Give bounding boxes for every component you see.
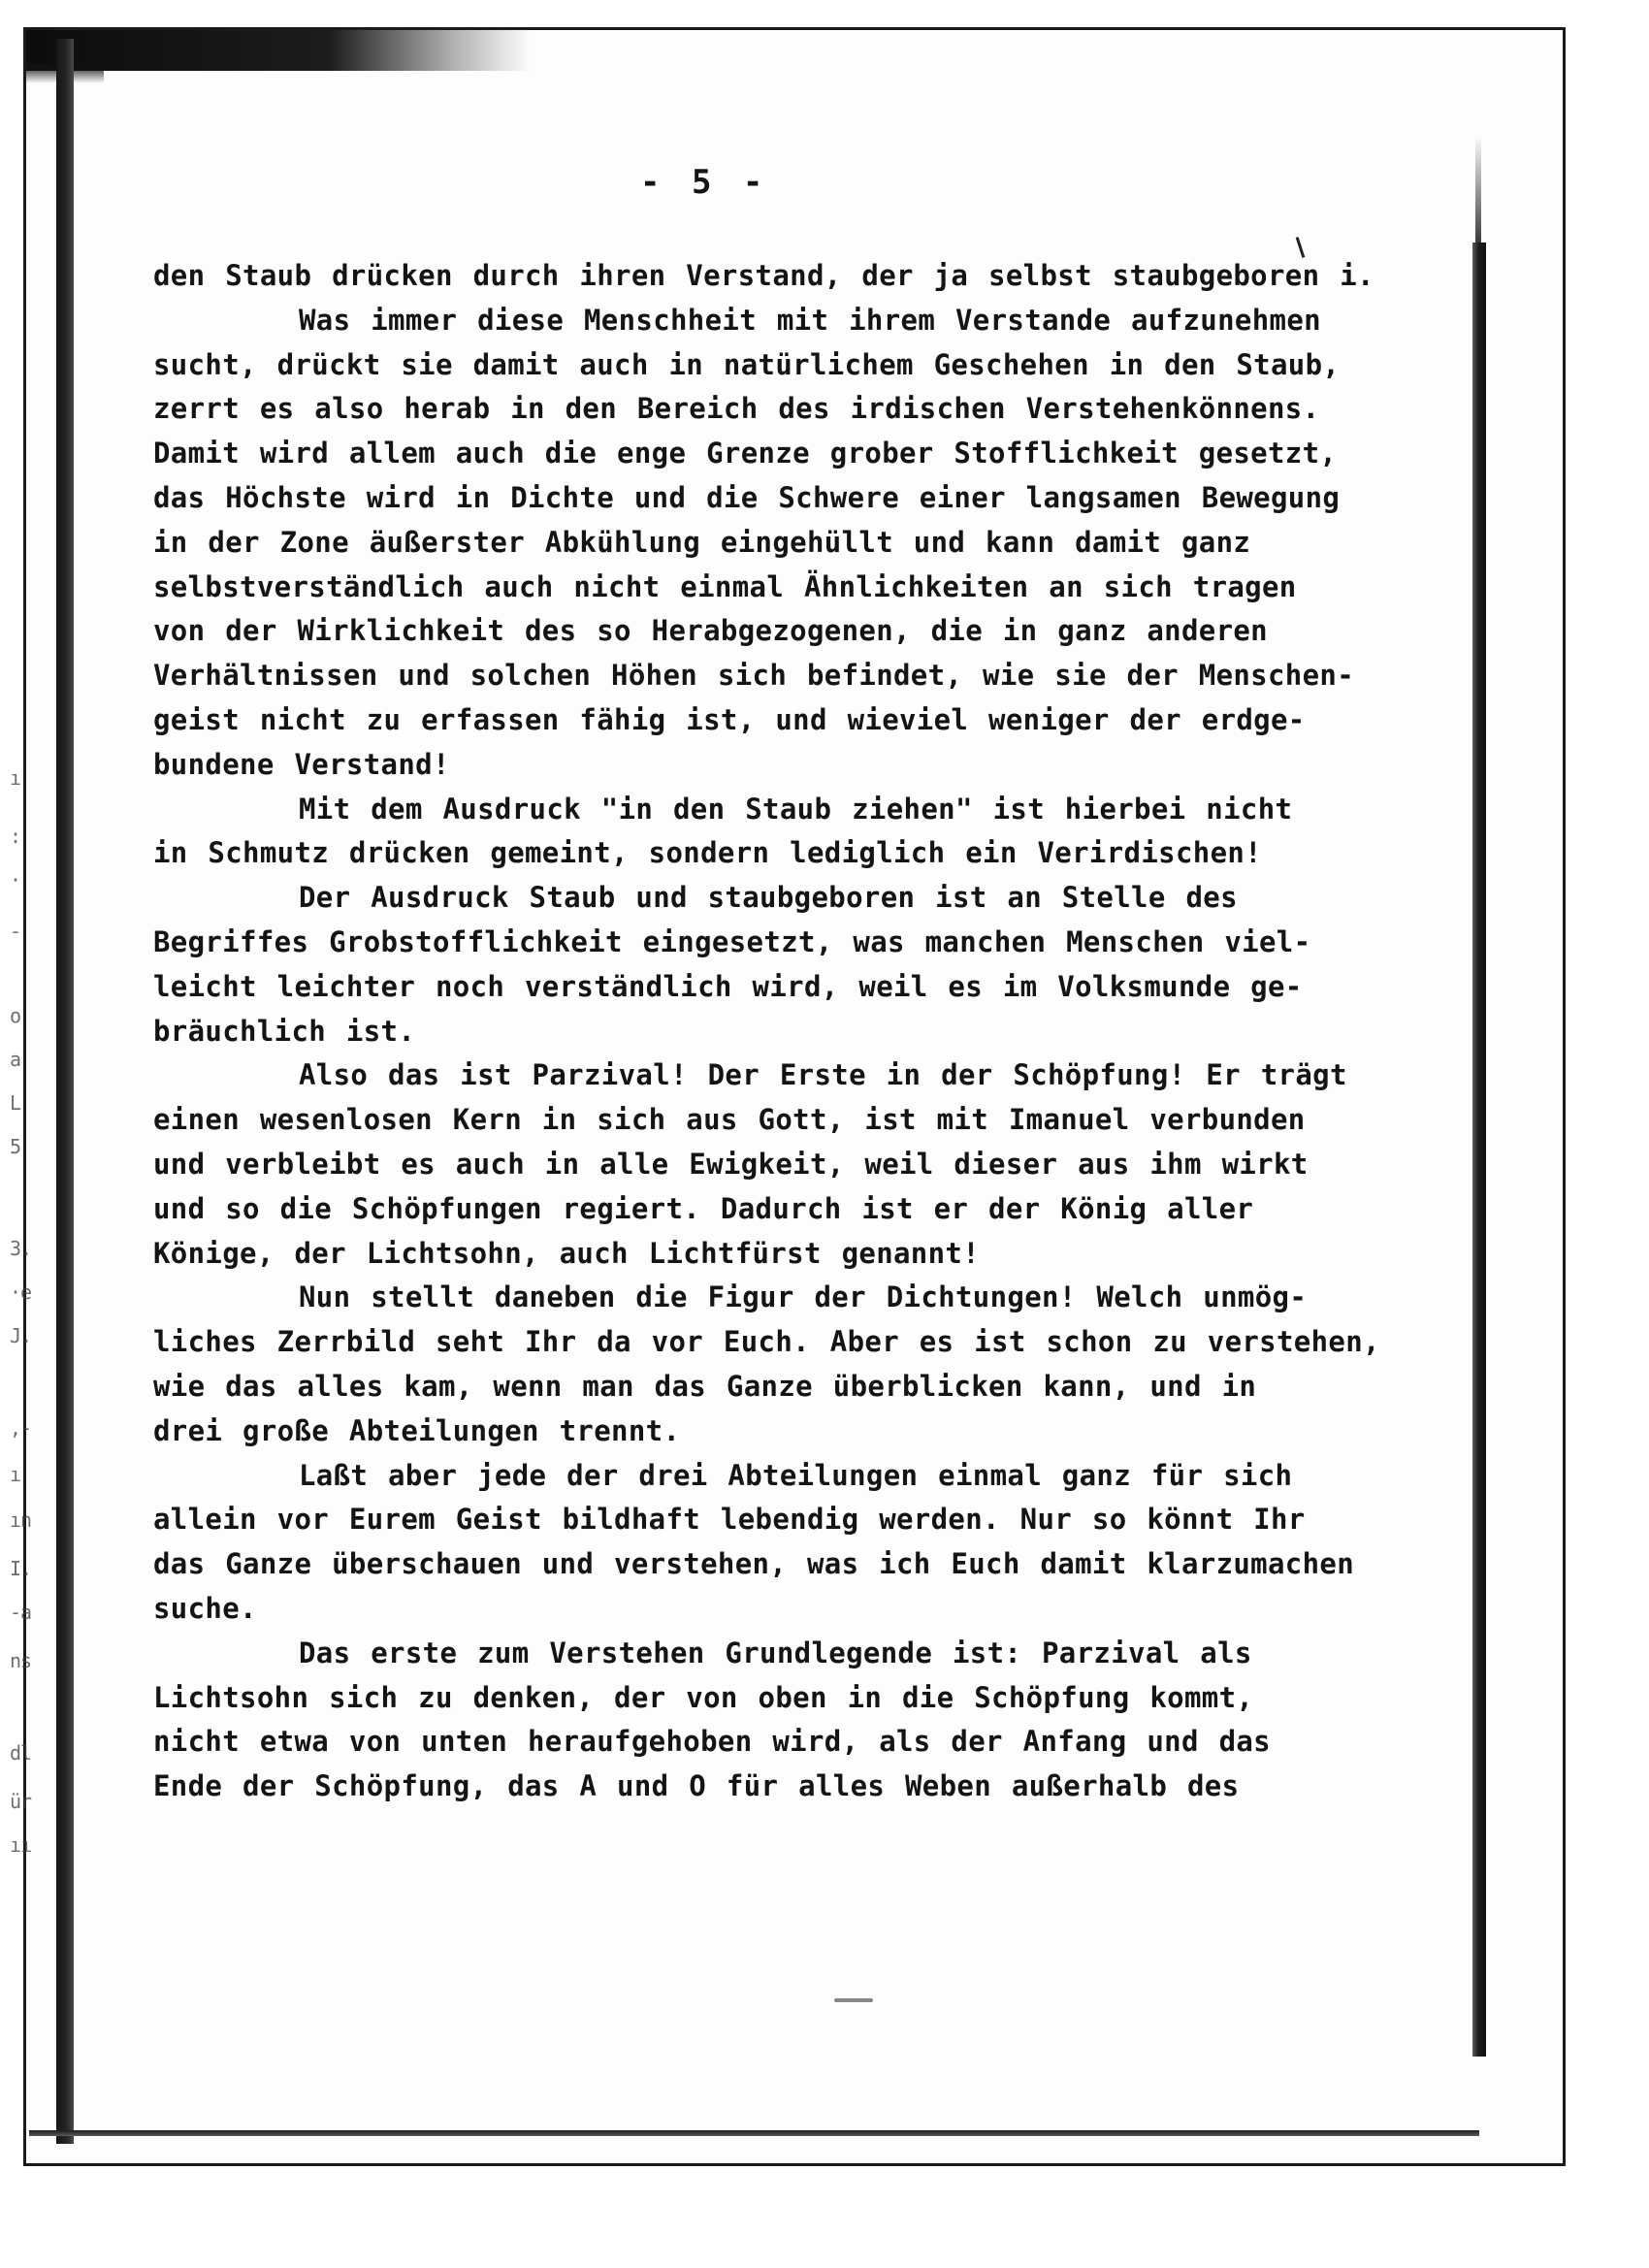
margin-fragment: ,- — [10, 1416, 32, 1440]
margin-fragment: - — [10, 920, 21, 943]
text-line: das Höchste wird in Dichte und die Schwere einer langsamen Bewegung — [153, 480, 1341, 514]
margin-fragment: J. — [10, 1324, 32, 1347]
text-line: und verbleibt es auch in alle Ewigkeit, weil dieser aus ihm wirkt — [153, 1147, 1309, 1181]
text-line: allein vor Eurem Geist bildhaft lebendig werden. Nur so könnt Ihr — [153, 1503, 1306, 1537]
margin-fragment: 3. — [10, 1237, 32, 1260]
text-line: bundene Verstand! — [153, 747, 450, 781]
page-number: - 5 - — [640, 163, 769, 202]
text-line: sucht, drückt sie damit auch in natürlichem Geschehen in den Staub, — [153, 347, 1341, 381]
margin-bleed-through — [10, 0, 48, 2268]
ink-smudge — [834, 1998, 873, 2002]
text-line: Nun stellt daneben die Figur der Dichtungen! Welch unmög- — [299, 1280, 1308, 1314]
text-line: Könige, der Lichtsohn, auch Lichtfürst genannt! — [153, 1236, 981, 1270]
scan-binding-edge-left — [56, 39, 74, 2144]
margin-fragment: ın — [10, 1508, 32, 1532]
scan-edge-bottom — [29, 2130, 1479, 2136]
scan-edge-right-fade — [1475, 136, 1481, 243]
text-line: Damit wird allem auch die enge Grenze grober Stofflichkeit gesetzt, — [153, 437, 1338, 470]
text-line: drei große Abteilungen trennt. — [153, 1413, 681, 1447]
text-line: Was immer diese Menschheit mit ihrem Verstande aufzunehmen — [299, 303, 1321, 337]
text-line: von der Wirklichkeit des so Herabgezogenen, die in ganz anderen — [153, 614, 1268, 648]
margin-fragment: 5 — [10, 1135, 21, 1158]
typewritten-text-body — [153, 254, 1463, 1809]
text-line: in Schmutz drücken gemeint, sondern lediglich ein Verirdischen! — [153, 836, 1262, 870]
text-line: suche. — [153, 1591, 257, 1625]
text-line: und so die Schöpfungen regiert. Dadurch ist er der König aller — [153, 1191, 1254, 1225]
text-line: Laßt aber jede der drei Abteilungen einmal ganz für sich — [299, 1458, 1293, 1492]
scan-edge-right — [1472, 243, 1486, 2057]
margin-fragment: dl — [10, 1741, 32, 1765]
text-line: Das erste zum Verstehen Grundlegende ist: Parzival als — [299, 1636, 1252, 1669]
text-line: Begriffes Grobstofflichkeit eingesetzt, was manchen Menschen viel- — [153, 924, 1311, 958]
text-line: wie das alles kam, wenn man das Ganze überblicken kann, und in — [153, 1369, 1257, 1403]
text-line: das Ganze überschauen und verstehen, was ich Euch damit klarzumachen — [153, 1547, 1355, 1581]
text-line: einen wesenlosen Kern in sich aus Gott, ist mit Imanuel verbunden — [153, 1103, 1306, 1137]
text-line: liches Zerrbild seht Ihr da vor Euch. Aber es ist schon zu verstehen, — [153, 1325, 1380, 1359]
margin-fragment: -a — [10, 1601, 32, 1624]
margin-fragment: ıı — [10, 1833, 32, 1857]
margin-fragment: ı — [10, 1463, 21, 1486]
text-line: in der Zone äußerster Abkühlung eingehüllt und kann damit ganz — [153, 525, 1251, 559]
text-line: Ende der Schöpfung, das A und O für alles Weben außerhalb des — [153, 1769, 1240, 1803]
text-line: zerrt es also herab in den Bereich des irdischen Verstehenkönnens. — [153, 392, 1320, 426]
text-line: den Staub drücken durch ihren Verstand, der ja selbst staubgeboren i. — [153, 259, 1374, 292]
margin-fragment: L — [10, 1091, 21, 1115]
text-line: Der Ausdruck Staub und staubgeboren ist an Stelle des — [299, 881, 1238, 915]
margin-fragment: · — [10, 868, 21, 891]
text-line: Lichtsohn sich zu denken, der von oben in die Schöpfung kommt, — [153, 1680, 1254, 1714]
margin-fragment: : — [10, 825, 21, 848]
margin-fragment: ·e — [10, 1280, 32, 1304]
text-line: selbstverständlich auch nicht einmal Ähnlichkeiten an sich tragen — [153, 569, 1297, 603]
margin-fragment: a — [10, 1048, 21, 1071]
text-line: nicht etwa von unten heraufgehoben wird, als der Anfang und das — [153, 1725, 1271, 1759]
text-line: Verhältnissen und solchen Höhen sich befindet, wie sie der Menschen- — [153, 659, 1355, 693]
margin-fragment: I. — [10, 1557, 32, 1580]
text-line: geist nicht zu erfassen fähig ist, und wieviel weniger der erdge- — [153, 702, 1306, 736]
margin-fragment: ür — [10, 1790, 32, 1813]
margin-fragment: ns — [10, 1649, 32, 1672]
text-line: Also das ist Parzival! Der Erste in der Schöpfung! Er trägt — [299, 1058, 1347, 1092]
text-line: leicht leichter noch verständlich wird, weil es im Volksmunde ge- — [153, 969, 1303, 1003]
text-line: bräuchlich ist. — [153, 1014, 416, 1048]
margin-fragment: ı — [10, 766, 21, 790]
margin-fragment: ο — [10, 1004, 21, 1027]
text-line: Mit dem Ausdruck "in den Staub ziehen" ist hierbei nicht — [299, 792, 1293, 826]
